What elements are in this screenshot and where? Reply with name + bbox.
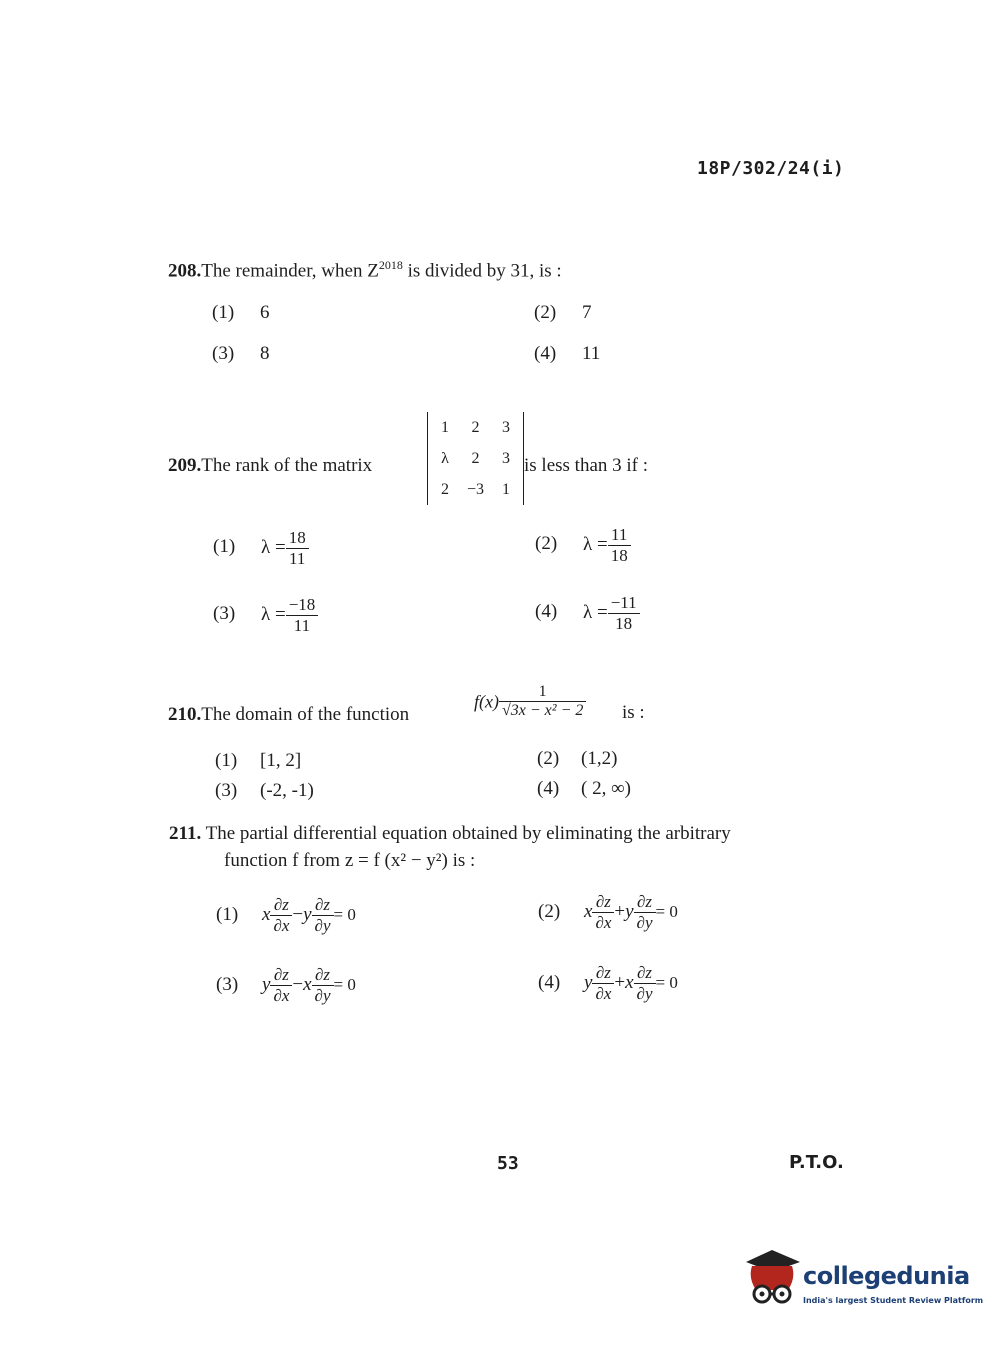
- option-208-1[interactable]: [212, 302, 270, 324]
- option-lhs: λ =: [261, 604, 286, 626]
- option-number: (1): [215, 750, 238, 771]
- matrix: [427, 412, 524, 505]
- option-210-4[interactable]: [537, 778, 631, 800]
- fraction: [286, 595, 319, 635]
- option-209-1[interactable]: [213, 528, 309, 568]
- fraction-numerator: ∂z: [595, 892, 611, 911]
- fraction-denominator: ∂x: [592, 983, 614, 1004]
- fraction-denominator: 18: [608, 613, 640, 634]
- fraction-numerator: 11: [611, 525, 628, 544]
- fraction-numerator: ∂z: [637, 963, 653, 982]
- operator: −: [292, 974, 304, 996]
- option-211-4[interactable]: [538, 963, 678, 1003]
- option-value: 8: [260, 343, 270, 364]
- operator: −: [292, 904, 304, 926]
- option-number: (2): [534, 302, 557, 323]
- option-lhs: λ =: [583, 534, 608, 556]
- matrix-cell: 3: [502, 418, 511, 436]
- fraction-denominator: ∂y: [634, 983, 656, 1004]
- fraction-denominator: 11: [286, 615, 319, 636]
- equals-zero: = 0: [655, 902, 678, 922]
- option-210-2[interactable]: [537, 748, 617, 770]
- coefficient: y: [262, 974, 271, 996]
- matrix-cell: 2: [471, 449, 480, 467]
- fraction-numerator: 1: [538, 683, 547, 700]
- question-211-line1: [169, 823, 731, 845]
- option-value: (1,2): [581, 748, 618, 769]
- matrix-cell: 3: [502, 449, 511, 467]
- fraction-denominator: ∂x: [270, 915, 292, 936]
- coefficient: x: [303, 974, 312, 996]
- option-lhs: λ =: [261, 537, 286, 559]
- fraction-numerator: −18: [288, 595, 316, 614]
- option-211-3[interactable]: [216, 965, 356, 1005]
- fraction: [499, 683, 586, 721]
- question-208: [168, 258, 562, 282]
- domain-expression: [474, 683, 586, 721]
- option-210-1[interactable]: [215, 750, 301, 772]
- option-number: (2): [537, 748, 560, 769]
- fraction-denominator: ∂y: [312, 985, 334, 1006]
- pupil-icon: [760, 1292, 765, 1297]
- fraction-denominator: 18: [608, 545, 631, 566]
- coefficient: x: [584, 901, 593, 923]
- option-lhs: λ =: [583, 602, 608, 624]
- fraction-denominator: ∂y: [312, 915, 334, 936]
- fraction-denominator: 11: [286, 548, 309, 569]
- option-209-3[interactable]: [213, 595, 318, 635]
- option-number: (1): [216, 904, 239, 926]
- question-209-stem: [168, 455, 372, 477]
- logo-tagline: India's largest Student Review Platform: [803, 1296, 984, 1305]
- option-number: (4): [535, 601, 558, 623]
- question-text: The partial differential equation obtained by eliminating the arbitrary: [205, 823, 731, 844]
- function-name: f(x): [474, 691, 499, 712]
- fraction-denominator: ∂y: [634, 912, 656, 933]
- coefficient: x: [262, 904, 271, 926]
- question-number: 210.: [168, 704, 202, 725]
- matrix-cell: 2: [441, 480, 449, 498]
- option-number: (4): [537, 778, 560, 799]
- partial-fraction: [270, 965, 292, 1005]
- partial-fraction: [634, 892, 656, 932]
- exponent: 2018: [378, 258, 403, 272]
- coefficient: x: [625, 972, 634, 994]
- fraction-numerator: 18: [288, 528, 306, 547]
- partial-fraction: [312, 895, 334, 935]
- fraction: [608, 525, 631, 565]
- operator: +: [614, 901, 626, 923]
- option-208-3[interactable]: [212, 343, 270, 365]
- question-text-end: is divided by 31, is :: [402, 260, 562, 282]
- option-209-2[interactable]: [535, 525, 631, 565]
- question-211-line2: function f from z = f (x² − y²) is :: [224, 850, 476, 871]
- option-210-3[interactable]: [215, 780, 314, 802]
- option-number: (1): [213, 536, 236, 558]
- equals-zero: = 0: [333, 975, 356, 995]
- fraction-numerator: −11: [610, 593, 637, 612]
- option-number: (3): [216, 974, 239, 996]
- fraction-numerator: ∂z: [595, 963, 611, 982]
- coefficient: y: [625, 901, 634, 923]
- option-number: (3): [212, 343, 235, 364]
- question-210-stem: [168, 704, 409, 726]
- option-value: [1, 2]: [260, 750, 302, 771]
- fraction-numerator: ∂z: [273, 965, 289, 984]
- option-number: (4): [538, 972, 561, 994]
- fraction-denominator: ∂x: [270, 985, 292, 1006]
- partial-fraction: [592, 963, 614, 1003]
- logo-name: collegedunia: [803, 1262, 970, 1290]
- pupil-icon: [780, 1292, 785, 1297]
- question-210-end: is :: [622, 702, 645, 723]
- partial-fraction: [592, 892, 614, 932]
- fraction-numerator: ∂z: [637, 892, 653, 911]
- fraction-numerator: ∂z: [315, 965, 331, 984]
- option-value: ( 2, ∞): [581, 778, 631, 799]
- option-208-4[interactable]: [534, 343, 600, 365]
- option-211-1[interactable]: [216, 895, 356, 935]
- partial-fraction: [312, 965, 334, 1005]
- option-number: (2): [538, 901, 561, 923]
- question-number: 209.: [168, 455, 202, 476]
- fraction-numerator: ∂z: [273, 895, 289, 914]
- option-value: (-2, -1): [260, 780, 314, 801]
- option-value: 7: [582, 302, 592, 323]
- equals-zero: = 0: [655, 973, 678, 993]
- option-number: (3): [215, 780, 238, 801]
- question-text: The rank of the matrix: [201, 455, 373, 476]
- option-number: (3): [213, 603, 236, 625]
- fraction-denominator: ∂x: [592, 912, 614, 933]
- question-text: The remainder, when Z: [201, 260, 379, 282]
- page-number: 53: [497, 1153, 519, 1174]
- operator: +: [614, 972, 626, 994]
- matrix-cell: 1: [502, 480, 511, 498]
- option-value: 6: [260, 302, 270, 323]
- option-number: (4): [534, 343, 557, 364]
- option-209-4[interactable]: [535, 593, 640, 633]
- question-number: 208.: [168, 260, 202, 282]
- fraction: [286, 528, 309, 568]
- partial-fraction: [270, 895, 292, 935]
- question-number: 211.: [169, 823, 202, 844]
- option-number: (1): [212, 302, 235, 323]
- option-number: (2): [535, 533, 558, 555]
- coefficient: y: [303, 904, 312, 926]
- fraction: [608, 593, 640, 633]
- question-text: The domain of the function: [201, 704, 410, 725]
- matrix-cell: 2: [471, 418, 480, 436]
- partial-fraction: [634, 963, 656, 1003]
- paper-code: 18P/302/24(i): [697, 158, 845, 179]
- matrix-cell: 1: [441, 418, 449, 436]
- question-209-end: is less than 3 if :: [524, 455, 649, 476]
- matrix-cell: −3: [467, 480, 485, 498]
- coefficient: y: [584, 972, 593, 994]
- equals-zero: = 0: [333, 905, 356, 925]
- option-208-2[interactable]: [534, 302, 592, 324]
- pto-label: P.T.O.: [789, 1152, 844, 1173]
- fraction-numerator: ∂z: [315, 895, 331, 914]
- option-211-2[interactable]: [538, 892, 678, 932]
- option-value: 11: [582, 343, 601, 364]
- fraction-denominator: √3x − x² − 2: [499, 701, 586, 720]
- matrix-cell: λ: [441, 449, 449, 467]
